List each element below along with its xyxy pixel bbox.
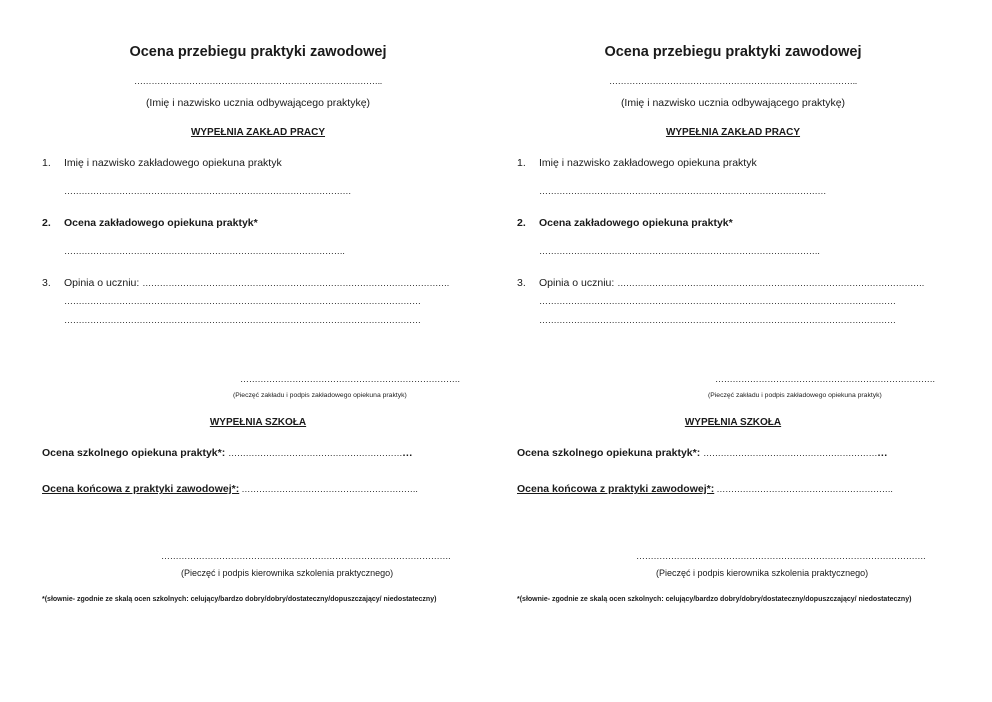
item-2-number: 2. <box>517 217 526 229</box>
item-3 <box>517 277 924 289</box>
workplace-stamp-caption: (Pieczęć zakładu i podpis zakładowego opiekuna praktyk) <box>233 392 407 399</box>
school-grade-row <box>517 447 888 459</box>
workplace-stamp-line: …………………………………………………………………. <box>715 374 935 384</box>
item-2-label: Ocena zakładowego opiekuna praktyk* <box>64 217 258 229</box>
item-3-label: Opinia o uczniu: <box>539 277 618 289</box>
item-3-number: 3. <box>517 277 526 289</box>
workplace-stamp-caption: (Pieczęć zakładu i podpis zakładowego opiekuna praktyk) <box>708 392 882 399</box>
workplace-heading: WYPEŁNIA ZAKŁAD PRACY <box>665 127 801 138</box>
school-grade-line: …………………………………………………… <box>703 448 878 458</box>
final-grade-line: ……………………………………………………. <box>239 484 418 494</box>
item-2 <box>42 217 258 229</box>
final-grade-row <box>517 483 893 495</box>
school-grade-label: Ocena szkolnego opiekuna praktyk*: <box>42 447 229 459</box>
school-grade-label: Ocena szkolnego opiekuna praktyk*: <box>517 447 704 459</box>
workplace-stamp-line: …………………………………………………………………. <box>240 374 460 384</box>
school-grade-tail: … <box>877 447 888 459</box>
school-grade-line: …………………………………………………… <box>228 448 403 458</box>
school-signature-line: ………………………………………………………………………………………. <box>161 551 451 561</box>
school-signature-line: ………………………………………………………………………………………. <box>636 551 926 561</box>
student-name-line: ………………………………………………………………………….. <box>608 76 857 86</box>
form-title: Ocena przebiegu praktyki zawodowej <box>129 44 387 60</box>
item-1-answer-line: ……………………………………………………………………………………… <box>539 186 827 196</box>
student-name-caption: (Imię i nazwisko ucznia odbywającego praktykę) <box>620 97 846 109</box>
item-3-answer-line-1: ……………………………………………………………………………………………. <box>617 278 924 288</box>
workplace-heading: WYPEŁNIA ZAKŁAD PRACY <box>190 127 326 138</box>
item-2-label: Ocena zakładowego opiekuna praktyk* <box>539 217 733 229</box>
item-1-label: Imię i nazwisko zakładowego opiekuna praktyk <box>539 157 757 169</box>
item-3-answer-line-3: …………………………………………………………………………………………………………… <box>539 315 896 325</box>
student-name-line: ………………………………………………………………………….. <box>133 76 382 86</box>
item-2-number: 2. <box>42 217 51 229</box>
school-heading: WYPEŁNIA SZKOŁA <box>209 417 307 428</box>
item-3-answer-line-3: …………………………………………………………………………………………………………… <box>64 315 421 325</box>
final-grade-row <box>42 483 418 495</box>
item-2-answer-line: ……………………………………………………………………………………. <box>539 246 820 256</box>
item-3-answer-line-2: …………………………………………………………………………………………………………… <box>64 296 421 306</box>
student-name-caption: (Imię i nazwisko ucznia odbywającego praktykę) <box>145 97 371 109</box>
item-1-number: 1. <box>517 157 526 169</box>
item-3-label: Opinia o uczniu: <box>64 277 143 289</box>
form-title: Ocena przebiegu praktyki zawodowej <box>604 44 862 60</box>
item-3 <box>42 277 449 289</box>
item-1-label: Imię i nazwisko zakładowego opiekuna praktyk <box>64 157 282 169</box>
form-left <box>18 0 498 702</box>
school-signature-caption: (Pieczęć i podpis kierownika szkolenia praktycznego) <box>181 568 394 578</box>
item-2 <box>517 217 733 229</box>
form-right <box>493 0 973 702</box>
final-grade-label: Ocena końcowa z praktyki zawodowej*: <box>517 483 715 495</box>
school-grade-row <box>42 447 413 459</box>
school-heading: WYPEŁNIA SZKOŁA <box>684 417 782 428</box>
school-signature-caption: (Pieczęć i podpis kierownika szkolenia praktycznego) <box>656 568 869 578</box>
footnote: *(słownie- zgodnie ze skalą ocen szkolnych: celujący/bardzo dobry/dobry/dostateczny/dopuszczający/ niedostateczny) <box>517 596 912 603</box>
item-1-answer-line: ……………………………………………………………………………………… <box>64 186 352 196</box>
item-1 <box>42 157 282 169</box>
item-1 <box>517 157 757 169</box>
item-2-answer-line: ……………………………………………………………………………………. <box>64 246 345 256</box>
school-grade-tail: … <box>402 447 413 459</box>
item-3-answer-line-1: ……………………………………………………………………………………………. <box>142 278 449 288</box>
footnote: *(słownie- zgodnie ze skalą ocen szkolnych: celujący/bardzo dobry/dobry/dostateczny/dopuszczający/ niedostateczny) <box>42 596 437 603</box>
item-3-answer-line-2: …………………………………………………………………………………………………………… <box>539 296 896 306</box>
final-grade-line: ……………………………………………………. <box>714 484 893 494</box>
item-3-number: 3. <box>42 277 51 289</box>
final-grade-label: Ocena końcowa z praktyki zawodowej*: <box>42 483 240 495</box>
item-1-number: 1. <box>42 157 51 169</box>
